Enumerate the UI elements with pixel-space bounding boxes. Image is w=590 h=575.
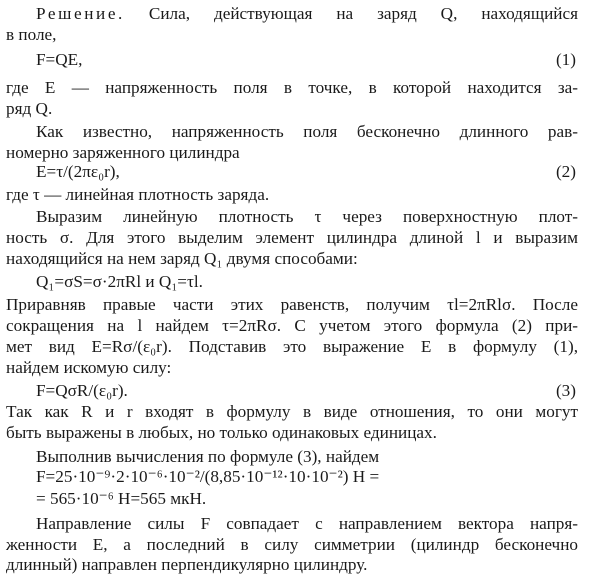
text-line-6: Как известно, напряженность поля бесконечно длинного рав- (36, 122, 578, 141)
text-line-9: где τ — линейная плотность заряда. (6, 185, 270, 204)
text-line-4: где E — напряженность поля в точке, в которой находится за- (6, 78, 578, 97)
text-line-7: номерно заряженного цилиндра (6, 143, 240, 162)
text-line-20: быть выражены в любых, но только одинаковых единицах. (6, 423, 437, 442)
text-line-1: Решение. Сила, действующая на заряд Q, находящийся (36, 4, 578, 23)
equation-2 (6, 162, 578, 182)
text-line-14: Приравняв правые части этих равенств, получим τl=2πRlσ. После (6, 295, 578, 314)
text-line-25: женности E, а последний в силу симметрии (цилиндр бесконечно (6, 535, 578, 554)
equation-1 (6, 50, 578, 70)
solution-heading: Решение. (36, 4, 125, 23)
formula-line-23: = 565·10⁻⁶ Н=565 мкН. (36, 489, 207, 508)
equation-2-number: (2) (555, 162, 576, 181)
text-line-26: длинный) направлен перпендикулярно цилиндру. (6, 555, 368, 574)
formula-line-22: F=25·10⁻⁹·2·10⁻⁶·10⁻²/(8,85·10⁻¹²·10·10⁻²) Н = (36, 467, 380, 486)
text-line-24: Направление силы F совпадает с направлением вектора напря- (36, 514, 578, 533)
equation-3-number: (3) (555, 381, 576, 400)
text-line-17: найдем искомую силу: (6, 358, 172, 377)
text-line-21: Выполнив вычисления по формуле (3), найдем (36, 447, 380, 466)
text-line-5: ряд Q. (6, 99, 53, 118)
formula-line-13: Q₁=σS=σ·2πRl и Q₁=τl. (36, 272, 203, 291)
text-line-10: Выразим линейную плотность τ через поверхностную плот- (36, 207, 578, 226)
equation-3-formula: F=QσR/(ε₀r). (36, 381, 128, 400)
equation-1-number: (1) (555, 50, 576, 69)
text-line-19: Так как R и r входят в формулу в виде отношения, то они могут (6, 402, 578, 421)
text-line-12: находящийся на нем заряд Q₁ двумя способами: (6, 249, 358, 268)
equation-1-formula: F=QE, (36, 50, 83, 69)
text-line-15: сокращения на l найдем τ=2πRσ. С учетом этого формула (2) при- (6, 316, 578, 335)
text-line-2: в поле, (6, 25, 57, 44)
equation-2-formula: E=τ/(2πε₀r), (36, 162, 120, 181)
text-line-11: ность σ. Для этого выделим элемент цилиндра длиной l и выразим (6, 228, 578, 247)
equation-3 (6, 381, 578, 401)
text-line-16: мет вид E=Rσ/(ε₀r). Подставив это выражение E в формулу (1), (6, 337, 578, 356)
